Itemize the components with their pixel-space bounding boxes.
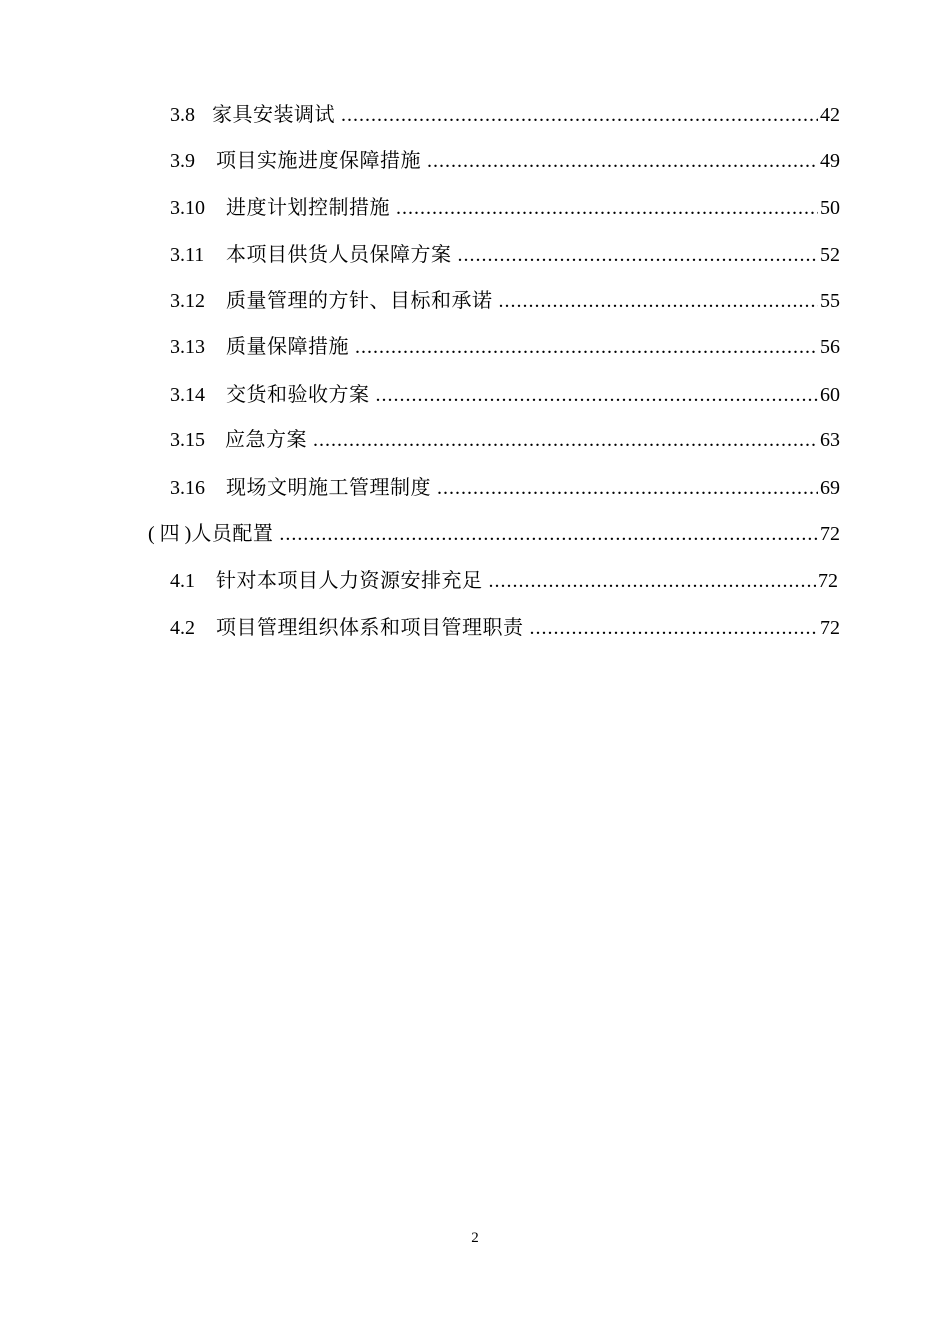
toc-leader-dots <box>376 382 819 408</box>
toc-entry-page: 42 <box>820 104 840 126</box>
toc-section-title: 人员配置 <box>191 523 274 545</box>
toc-leader-dots <box>499 288 819 314</box>
toc-leader-dots <box>355 334 818 360</box>
toc-entry[interactable] <box>170 242 840 268</box>
toc-entry-number: 3.10 <box>170 197 205 219</box>
toc-entry-number: 3.9 <box>170 150 195 172</box>
toc-entry-number: 3.12 <box>170 290 205 312</box>
toc-entry-page: 56 <box>820 336 840 358</box>
toc-leader-dots <box>396 195 818 221</box>
toc-entry[interactable] <box>170 427 840 453</box>
page-number: 2 <box>471 1230 479 1246</box>
toc-entry-page: 72 <box>818 570 838 592</box>
toc-entry-number: 4.2 <box>170 617 195 639</box>
toc-entry-title: 针对本项目人力资源安排充足 <box>216 570 483 592</box>
toc-entry[interactable] <box>170 334 840 360</box>
toc-entry[interactable] <box>170 288 840 314</box>
toc-entry-number: 3.14 <box>170 384 205 406</box>
toc-leader-dots <box>489 568 817 594</box>
toc-entry-number: 4.1 <box>170 570 195 592</box>
toc-entry-page: 63 <box>820 429 840 451</box>
toc-entry[interactable] <box>170 195 840 221</box>
toc-entry[interactable] <box>170 148 840 174</box>
toc-leader-dots <box>341 102 818 128</box>
toc-entry-title: 应急方案 <box>225 429 307 451</box>
toc-entry[interactable] <box>170 568 838 594</box>
toc-entry-number: 3.15 <box>170 429 205 451</box>
toc-entry-title: 家具安装调试 <box>212 104 335 126</box>
toc-entry-title: 进度计划控制措施 <box>226 197 390 219</box>
toc-section-page: 72 <box>820 523 840 545</box>
toc-entry[interactable] <box>170 382 840 408</box>
toc-entry-page: 50 <box>820 197 840 219</box>
toc-entry-page: 49 <box>820 150 840 172</box>
toc-leader-dots <box>458 242 819 268</box>
toc-leader-dots <box>279 521 818 547</box>
toc-entry-title: 现场文明施工管理制度 <box>226 477 431 499</box>
toc-entry-number: 3.8 <box>170 104 195 126</box>
toc-entry-number: 3.13 <box>170 336 205 358</box>
toc-entry-title: 交货和验收方案 <box>226 384 370 406</box>
toc-entry[interactable] <box>170 475 840 501</box>
toc-entry-page: 60 <box>820 384 840 406</box>
toc-leader-dots <box>313 427 818 453</box>
toc-entry-title: 本项目供货人员保障方案 <box>226 244 452 266</box>
toc-entry-page: 69 <box>820 477 840 499</box>
toc-entry-number: 3.16 <box>170 477 205 499</box>
toc-entry-title: 质量管理的方针、目标和承诺 <box>226 290 493 312</box>
toc-entry-title: 项目实施进度保障措施 <box>216 150 421 172</box>
toc-leader-dots <box>530 615 819 641</box>
toc-entry[interactable] <box>170 615 840 641</box>
toc-entry-title: 项目管理组织体系和项目管理职责 <box>216 617 524 639</box>
toc-section-number: ( 四 ) <box>148 523 192 545</box>
toc-entry-number: 3.11 <box>170 244 205 266</box>
toc-section-entry[interactable] <box>148 521 840 547</box>
toc-entry-page: 52 <box>820 244 840 266</box>
toc-entry[interactable] <box>170 102 840 128</box>
toc-leader-dots <box>427 148 818 174</box>
toc-entry-title: 质量保障措施 <box>226 336 349 358</box>
toc-leader-dots <box>437 475 818 501</box>
toc-entry-page: 55 <box>820 290 840 312</box>
toc-entry-page: 72 <box>820 617 840 639</box>
